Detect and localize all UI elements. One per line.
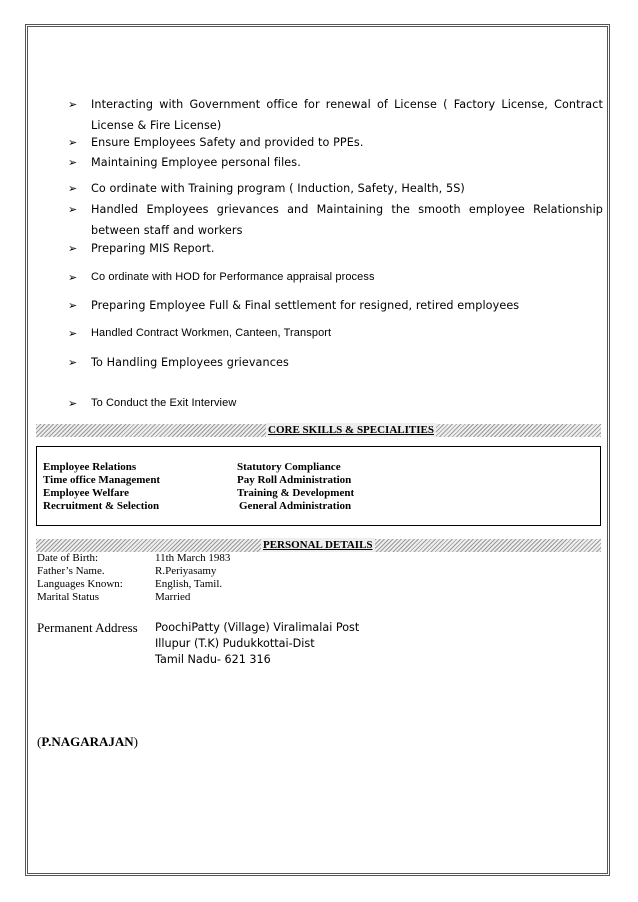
marital-status-value: Married — [155, 591, 191, 603]
list-item — [68, 94, 603, 136]
arrow-bullet-icon: ➢ — [68, 203, 78, 216]
list-item — [68, 152, 603, 173]
core-skills-header — [36, 424, 601, 437]
arrow-bullet-icon: ➢ — [68, 98, 78, 111]
arrow-bullet-icon: ➢ — [68, 156, 78, 169]
languages-value: English, Tamil. — [155, 578, 223, 590]
dob-label: Date of Birth: — [37, 552, 99, 564]
arrow-bullet-icon: ➢ — [68, 327, 78, 340]
arrow-bullet-icon: ➢ — [68, 182, 78, 195]
arrow-bullet-icon: ➢ — [68, 242, 78, 255]
list-item — [68, 178, 603, 199]
list-item — [68, 393, 603, 414]
list-item — [68, 199, 603, 241]
list-item-text: Handled Employees grievances and Maintaining the smooth employee Relationship between staff and workers — [91, 203, 603, 237]
list-item — [68, 238, 603, 259]
permanent-address-label: Permanent Address — [37, 620, 138, 635]
skill-item: Statutory Compliance — [237, 461, 341, 473]
languages-label: Languages Known: — [37, 578, 123, 590]
list-item — [68, 267, 603, 288]
skill-item: Employee Relations — [43, 461, 137, 473]
skill-item: Employee Welfare — [43, 487, 130, 499]
core-skills-box — [36, 446, 601, 526]
list-item — [68, 323, 603, 344]
list-item-text: To Conduct the Exit Interview — [91, 397, 237, 409]
list-item-text: Preparing MIS Report. — [91, 242, 215, 255]
personal-details-header — [36, 539, 601, 552]
arrow-bullet-icon: ➢ — [68, 271, 78, 284]
core-skills-heading: CORE SKILLS & SPECIALITIES — [268, 424, 434, 436]
skill-item: Recruitment & Selection — [43, 500, 160, 512]
arrow-bullet-icon: ➢ — [68, 136, 78, 149]
skill-item: General Administration — [239, 500, 352, 512]
address-line: Illupur (T.K) Pudukkottai-Dist — [155, 637, 315, 650]
skill-item: Training & Development — [237, 487, 355, 499]
arrow-bullet-icon: ➢ — [68, 299, 78, 312]
address-line: Tamil Nadu- 621 316 — [155, 653, 271, 666]
list-item-text: To Handling Employees grievances — [91, 356, 289, 369]
arrow-bullet-icon: ➢ — [68, 397, 78, 410]
skill-item: Time office Management — [43, 474, 161, 486]
address-line: PoochiPatty (Village) Viralimalai Post — [155, 621, 360, 634]
father-name-value: R.Periyasamy — [155, 565, 217, 577]
list-item — [68, 352, 603, 373]
list-item-text: Co ordinate with HOD for Performance appraisal process — [91, 271, 375, 283]
list-item-text: Preparing Employee Full & Final settlement for resigned, retired employees — [91, 299, 520, 312]
personal-details-heading: PERSONAL DETAILS — [263, 539, 373, 551]
dob-value: 11th March 1983 — [155, 552, 231, 564]
father-name-label: Father’s Name. — [37, 565, 105, 577]
list-item-text: Maintaining Employee personal files. — [91, 156, 301, 169]
list-item-text: Co ordinate with Training program ( Induction, Safety, Health, 5S) — [91, 182, 465, 195]
skill-item: Pay Roll Administration — [237, 474, 352, 486]
list-item-text: Ensure Employees Safety and provided to PPEs. — [91, 136, 364, 149]
marital-status-label: Marital Status — [37, 591, 100, 603]
list-item-text: Interacting with Government office for renewal of License ( Factory License, Contract License & Fire License) — [91, 98, 603, 132]
list-item-text: Handled Contract Workmen, Canteen, Transport — [91, 327, 332, 339]
signature-name: (P.NAGARAJAN) — [37, 734, 139, 749]
arrow-bullet-icon: ➢ — [68, 356, 78, 369]
list-item — [68, 295, 603, 316]
list-item — [68, 132, 603, 153]
